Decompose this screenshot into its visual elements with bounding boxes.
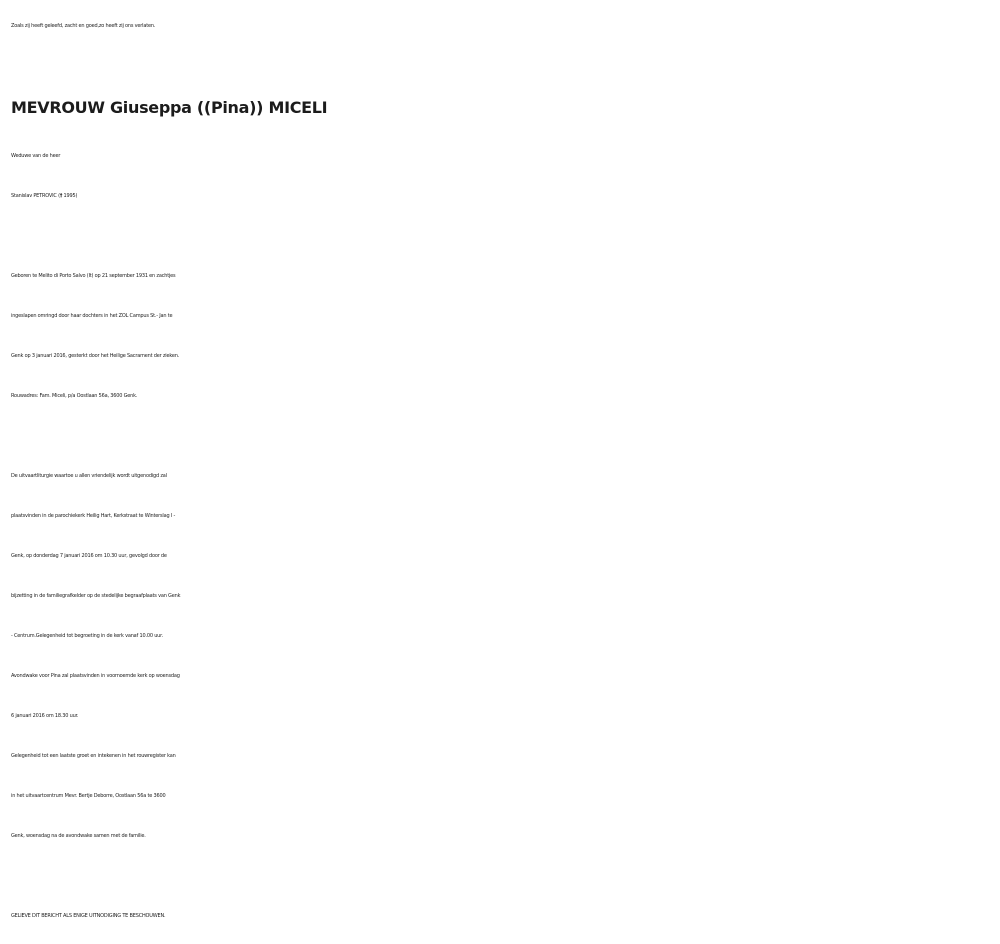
paragraph-line: Genk, woensdag na de avondwake samen met de familie. (11, 833, 146, 839)
motto-text: Zoals zij heeft geleefd, zacht en goed,zo heeft zij ons verlaten. (11, 23, 156, 29)
paragraph-line: Geboren te Melito di Porto Salvo (It) op 21 september 1931 en zachtjes (11, 273, 176, 279)
paragraph-line: bijzetting in de familiegrafkelder op de stedelijke begraafplaats van Genk (11, 593, 181, 599)
widow-line-1: Weduwe van de heer (11, 153, 61, 159)
deceased-name-heading: MEVROUW Giuseppa ((Pina)) MICELI (11, 98, 328, 117)
paragraph-line: Genk, op donderdag 7 januari 2016 om 10.30 uur, gevolgd door de (11, 553, 167, 559)
cross-icon: † (59, 193, 63, 199)
paragraph-line: plaatsvinden in de parochiekerk Heilig Hart, Kerkstraat te Winterslag I - (11, 513, 176, 519)
paragraph-line: - Centrum.Gelegenheid tot begroeting in de kerk vanaf 10.00 uur. (11, 633, 163, 639)
funeral-paragraph (11, 456, 991, 856)
paragraph-line: De uitvaartliturgie waartoe u allen vriendelijk wordt uitgenodigd zal (11, 473, 167, 479)
obituary-document (11, 0, 991, 936)
paragraph-line: ingeslapen omringd door haar dochters in het ZOL Campus St.- Jan te (11, 313, 173, 319)
widow-line-2 (11, 176, 991, 216)
closing-notice: GELIEVE DIT BERICHT ALS ENIGE UITNODIGING TE BESCHOUWEN. (11, 913, 166, 919)
paragraph-line: in het uitvaartcentrum Mevr. Bertje Deborre, Oostlaan 56a te 3600 (11, 793, 166, 799)
paragraph-line: 6 januari 2016 om 18.30 uur. (11, 713, 79, 719)
mourning-address-line: Rouwadres: Fam. Miceli, p/a Oostlaan 56a, 3600 Genk. (11, 393, 138, 399)
birth-paragraph (11, 256, 991, 416)
paragraph-line: Gelegenheid tot een laatste groet en intekenen in het rouwregister kan (11, 753, 176, 759)
spouse-name: Stanislav PETROVIC ( (11, 193, 60, 199)
paragraph-line: Avondwake voor Pina zal plaatsvinden in voornoemde kerk op woensdag (11, 673, 180, 679)
paragraph-line: Genk op 3 januari 2016, gesterkt door het Heilige Sacrament der zieken. (11, 353, 180, 359)
spouse-death-year: 1995) (62, 193, 78, 199)
